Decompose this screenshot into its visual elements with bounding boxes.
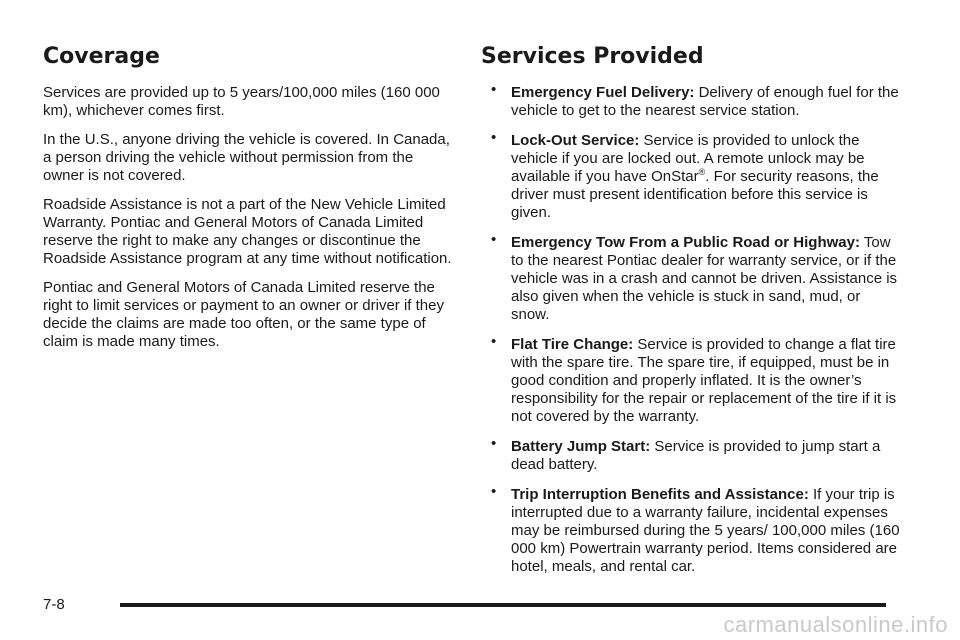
service-term: Battery Jump Start: — [511, 438, 651, 455]
watermark: carmanualsonline.info — [723, 612, 948, 637]
services-section — [481, 42, 901, 588]
coverage-paragraph-1: Services are provided up to 5 years/100,000 miles (160 000 km), whichever comes first. — [43, 84, 440, 119]
coverage-paragraph-4: Pontiac and General Motors of Canada Limited reserve the right to limit services or payment to an owner or driver if they decide the claims are made too often, or the same type of claim is made many times. — [43, 279, 444, 350]
service-item-fuel — [481, 81, 901, 120]
service-text: Delivery of enough fuel for the vehicle to get to the nearest service station. — [511, 84, 899, 119]
services-list — [481, 81, 901, 576]
service-text: Service is provided to unlock the vehicle if you are locked out. A remote unlock may be available if you have OnStar — [511, 132, 865, 185]
coverage-heading: Coverage — [43, 44, 160, 69]
service-item-jump-start — [481, 435, 901, 474]
bullet-icon: • — [491, 435, 497, 452]
service-term: Emergency Fuel Delivery: — [511, 84, 695, 101]
service-item-tow — [481, 231, 901, 324]
service-term: Emergency Tow From a Public Road or Highway: — [511, 234, 860, 251]
bullet-icon: • — [491, 81, 497, 98]
footer-rule — [120, 603, 886, 607]
service-term: Lock-Out Service: — [511, 132, 640, 149]
service-text: Tow to the nearest Pontiac dealer for warranty service, or if the vehicle was in a crash and cannot be driven. Assistance is also given when the vehicle is stuck in sand, mud, or snow. — [511, 234, 898, 323]
service-item-flat-tire — [481, 333, 901, 426]
service-item-lockout — [481, 129, 901, 222]
bullet-icon: • — [491, 231, 497, 248]
coverage-paragraph-2: In the U.S., anyone driving the vehicle is covered. In Canada, a person driving the vehicle without permission from the owner is not covered. — [43, 131, 450, 184]
page-number: 7-8 — [43, 596, 65, 613]
bullet-icon: • — [491, 129, 497, 146]
service-term: Trip Interruption Benefits and Assistance: — [511, 486, 809, 503]
service-text-continued: . For security reasons, the driver must present identification before this service is given. — [511, 168, 879, 221]
coverage-paragraph-3: Roadside Assistance is not a part of the New Vehicle Limited Warranty. Pontiac and General Motors of Canada Limited reserve the right to make any changes or discontinue the Roadside Assistance program at any time without notification. — [43, 196, 452, 267]
service-term: Flat Tire Change: — [511, 336, 634, 353]
services-heading: Services Provided — [481, 44, 704, 69]
coverage-section — [43, 42, 453, 362]
service-text: Service is provided to jump start a dead battery. — [511, 438, 881, 473]
bullet-icon: • — [491, 333, 497, 350]
service-text: Service is provided to change a flat tire with the spare tire. The spare tire, if equipped, must be in good condition and properly inflated. It is the owner’s responsibility for the repair or replacement of the tire if it is not covered by the warranty. — [511, 336, 897, 425]
service-item-trip-interruption — [481, 483, 901, 576]
bullet-icon: • — [491, 483, 497, 500]
service-text: If your trip is interrupted due to a warranty failure, incidental expenses may be reimbursed during the 5 years/ 100,000 miles (160 000 km) Powertrain warranty period. Items considered are hotel, meals, and rental car. — [511, 486, 900, 575]
registered-mark: ® — [698, 167, 706, 177]
